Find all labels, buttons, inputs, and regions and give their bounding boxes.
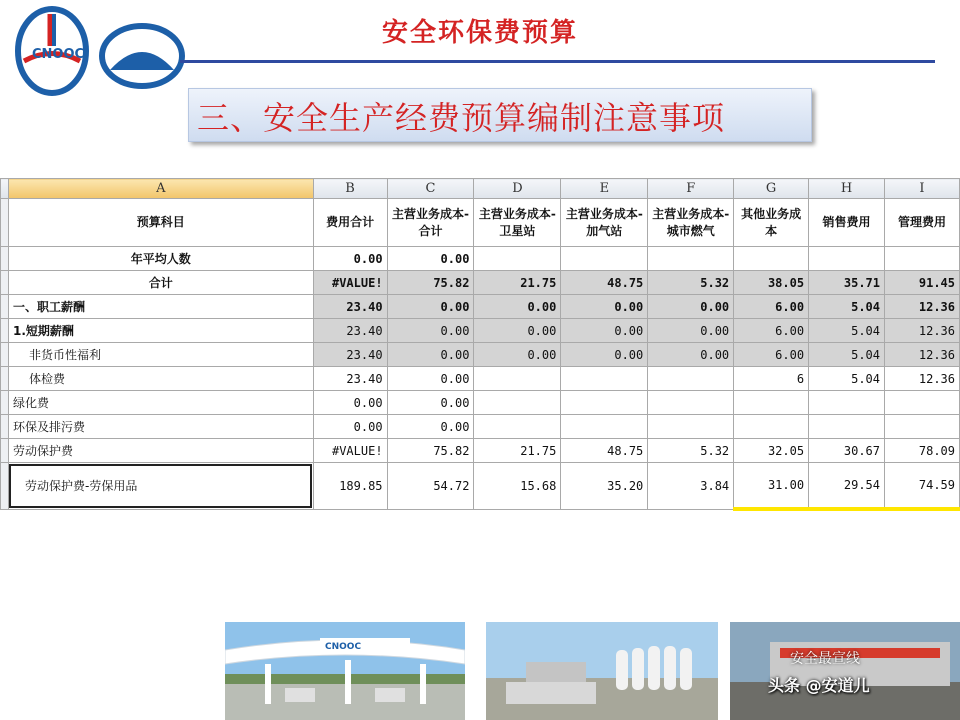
section-heading-box bbox=[188, 88, 812, 142]
row-label-cell[interactable]: 劳动保护费-劳保用品 bbox=[8, 463, 313, 510]
table-row bbox=[1, 319, 960, 343]
value-cell[interactable]: 5.04 bbox=[809, 367, 885, 391]
cnooc-logo bbox=[10, 6, 190, 96]
gas-station-photo bbox=[225, 622, 465, 720]
value-cell[interactable] bbox=[561, 391, 648, 415]
value-cell[interactable]: 0.00 bbox=[313, 247, 387, 271]
value-cell[interactable]: 35.20 bbox=[561, 463, 648, 510]
value-cell[interactable]: 0.00 bbox=[313, 415, 387, 439]
value-cell[interactable]: 0.00 bbox=[474, 319, 561, 343]
row-label-cell[interactable]: 年平均人数 bbox=[8, 247, 313, 271]
table-row bbox=[1, 439, 960, 463]
header-cell[interactable]: 销售费用 bbox=[809, 199, 885, 247]
value-cell[interactable]: 75.82 bbox=[387, 439, 474, 463]
value-cell[interactable] bbox=[474, 415, 561, 439]
select-all-corner[interactable] bbox=[1, 179, 9, 199]
value-cell[interactable]: 6.00 bbox=[734, 295, 809, 319]
row-header[interactable] bbox=[1, 439, 9, 463]
value-cell[interactable] bbox=[561, 367, 648, 391]
value-cell[interactable]: 0.00 bbox=[474, 295, 561, 319]
value-cell[interactable] bbox=[809, 415, 885, 439]
value-cell[interactable]: 21.75 bbox=[474, 271, 561, 295]
value-cell[interactable] bbox=[734, 247, 809, 271]
value-cell[interactable]: 0.00 bbox=[561, 343, 648, 367]
value-cell[interactable]: 0.00 bbox=[474, 343, 561, 367]
row-header[interactable] bbox=[1, 367, 9, 391]
facility-photo bbox=[730, 622, 960, 720]
budget-spreadsheet bbox=[0, 178, 960, 511]
value-cell[interactable] bbox=[885, 247, 960, 271]
value-cell[interactable]: 0.00 bbox=[648, 295, 734, 319]
value-cell[interactable]: 0.00 bbox=[648, 319, 734, 343]
value-cell[interactable]: 78.09 bbox=[885, 439, 960, 463]
value-cell[interactable]: 0.00 bbox=[313, 391, 387, 415]
column-header-row bbox=[1, 179, 960, 199]
value-cell[interactable]: #VALUE! bbox=[313, 439, 387, 463]
row-header[interactable] bbox=[1, 271, 9, 295]
value-cell[interactable]: 30.67 bbox=[809, 439, 885, 463]
value-cell[interactable]: 5.32 bbox=[648, 439, 734, 463]
header-cell[interactable]: 主营业务成本-卫星站 bbox=[474, 199, 561, 247]
table-row bbox=[1, 415, 960, 439]
value-cell[interactable]: 189.85 bbox=[313, 463, 387, 510]
value-cell[interactable]: 12.36 bbox=[885, 343, 960, 367]
value-cell[interactable]: 21.75 bbox=[474, 439, 561, 463]
row-label-cell[interactable]: 环保及排污费 bbox=[8, 415, 313, 439]
table-header-row bbox=[1, 199, 960, 247]
value-cell[interactable]: 5.04 bbox=[809, 295, 885, 319]
value-cell[interactable]: 6.00 bbox=[734, 319, 809, 343]
row-label-cell[interactable]: 绿化费 bbox=[8, 391, 313, 415]
value-cell[interactable] bbox=[734, 391, 809, 415]
value-cell[interactable]: 0.00 bbox=[387, 415, 474, 439]
column-header-i[interactable]: I bbox=[885, 179, 960, 199]
value-cell[interactable]: 3.84 bbox=[648, 463, 734, 510]
row-header[interactable] bbox=[1, 463, 9, 510]
header-cell[interactable]: 费用合计 bbox=[313, 199, 387, 247]
value-cell[interactable]: 12.36 bbox=[885, 367, 960, 391]
row-header[interactable] bbox=[1, 319, 9, 343]
column-header-g[interactable]: G bbox=[734, 179, 809, 199]
column-header-h[interactable]: H bbox=[809, 179, 885, 199]
row-header[interactable] bbox=[1, 247, 9, 271]
value-cell[interactable] bbox=[648, 415, 734, 439]
value-cell[interactable] bbox=[561, 415, 648, 439]
row-label-cell[interactable]: 一、职工薪酬 bbox=[8, 295, 313, 319]
table-row bbox=[1, 271, 960, 295]
row-header[interactable] bbox=[1, 415, 9, 439]
row-header[interactable] bbox=[1, 295, 9, 319]
column-header-f[interactable]: F bbox=[648, 179, 734, 199]
value-cell[interactable]: 5.32 bbox=[648, 271, 734, 295]
value-cell[interactable] bbox=[809, 247, 885, 271]
value-cell[interactable]: 48.75 bbox=[561, 271, 648, 295]
value-cell[interactable]: 75.82 bbox=[387, 271, 474, 295]
value-cell[interactable]: 6.00 bbox=[734, 343, 809, 367]
section-heading: 三、安全生产经费预算编制注意事项 bbox=[197, 99, 726, 137]
watermark: 头条 @安道儿 bbox=[768, 676, 870, 695]
row-label-cell[interactable]: 体检费 bbox=[8, 367, 313, 391]
value-cell[interactable]: 6 bbox=[734, 367, 809, 391]
value-cell[interactable]: 5.04 bbox=[809, 343, 885, 367]
value-cell[interactable]: 32.05 bbox=[734, 439, 809, 463]
value-cell[interactable] bbox=[885, 391, 960, 415]
header-cell[interactable]: 主营业务成本-合计 bbox=[387, 199, 474, 247]
header-cell[interactable]: 管理费用 bbox=[885, 199, 960, 247]
value-cell[interactable]: 23.40 bbox=[313, 343, 387, 367]
value-cell[interactable] bbox=[474, 391, 561, 415]
value-cell[interactable]: 0.00 bbox=[387, 391, 474, 415]
header-cell[interactable]: 主营业务成本-加气站 bbox=[561, 199, 648, 247]
value-cell[interactable]: 48.75 bbox=[561, 439, 648, 463]
value-cell[interactable]: 31.00 bbox=[734, 463, 809, 510]
column-header-c[interactable]: C bbox=[387, 179, 474, 199]
value-cell[interactable] bbox=[648, 367, 734, 391]
value-cell[interactable]: 0.00 bbox=[387, 343, 474, 367]
value-cell[interactable]: 0.00 bbox=[387, 295, 474, 319]
value-cell[interactable] bbox=[648, 391, 734, 415]
table-row bbox=[1, 295, 960, 319]
value-cell[interactable] bbox=[561, 247, 648, 271]
header-cell[interactable]: 主营业务成本-城市燃气 bbox=[648, 199, 734, 247]
value-cell[interactable]: 12.36 bbox=[885, 319, 960, 343]
value-cell[interactable]: 0.00 bbox=[648, 343, 734, 367]
value-cell[interactable]: 23.40 bbox=[313, 295, 387, 319]
column-header-a[interactable]: A bbox=[8, 179, 313, 199]
value-cell[interactable]: 12.36 bbox=[885, 295, 960, 319]
value-cell[interactable] bbox=[885, 415, 960, 439]
row-header[interactable] bbox=[1, 391, 9, 415]
column-header-b[interactable]: B bbox=[313, 179, 387, 199]
table-row bbox=[1, 367, 960, 391]
row-label-cell[interactable]: 非货币性福利 bbox=[8, 343, 313, 367]
lng-terminal-photo bbox=[486, 622, 718, 720]
table-row bbox=[1, 391, 960, 415]
table-row bbox=[1, 463, 960, 510]
value-cell[interactable]: 29.54 bbox=[809, 463, 885, 510]
column-header-d[interactable]: D bbox=[474, 179, 561, 199]
table-row bbox=[1, 247, 960, 271]
value-cell[interactable] bbox=[474, 247, 561, 271]
row-header[interactable] bbox=[1, 343, 9, 367]
value-cell[interactable] bbox=[474, 367, 561, 391]
value-cell[interactable]: 15.68 bbox=[474, 463, 561, 510]
value-cell[interactable]: #VALUE! bbox=[313, 271, 387, 295]
row-label-cell[interactable]: 1.短期薪酬 bbox=[8, 319, 313, 343]
watermark-secondary: 安全最宣线 bbox=[790, 651, 860, 667]
value-cell[interactable]: 0.00 bbox=[387, 319, 474, 343]
title-divider bbox=[180, 60, 935, 63]
value-cell[interactable]: 0.00 bbox=[387, 367, 474, 391]
value-cell[interactable] bbox=[809, 391, 885, 415]
value-cell[interactable]: 23.40 bbox=[313, 367, 387, 391]
value-cell[interactable]: 0.00 bbox=[387, 247, 474, 271]
value-cell[interactable] bbox=[734, 415, 809, 439]
row-label-cell[interactable]: 劳动保护费 bbox=[8, 439, 313, 463]
value-cell[interactable]: 0.00 bbox=[561, 295, 648, 319]
value-cell[interactable]: 0.00 bbox=[561, 319, 648, 343]
value-cell[interactable]: 54.72 bbox=[387, 463, 474, 510]
value-cell[interactable]: 23.40 bbox=[313, 319, 387, 343]
value-cell[interactable] bbox=[648, 247, 734, 271]
value-cell[interactable]: 74.59 bbox=[885, 463, 960, 510]
header-cell[interactable]: 其他业务成本 bbox=[734, 199, 809, 247]
value-cell[interactable]: 5.04 bbox=[809, 319, 885, 343]
row-label-cell[interactable]: 合计 bbox=[8, 271, 313, 295]
svg-text:CNOOC: CNOOC bbox=[325, 642, 362, 652]
page-title: 安全环保费预算 bbox=[381, 18, 578, 48]
table-row bbox=[1, 343, 960, 367]
svg-text:CNOOC: CNOOC bbox=[32, 47, 85, 62]
value-cell[interactable]: 35.71 bbox=[809, 271, 885, 295]
value-cell[interactable]: 38.05 bbox=[734, 271, 809, 295]
header-cell[interactable]: 预算科目 bbox=[8, 199, 313, 247]
value-cell[interactable]: 91.45 bbox=[885, 271, 960, 295]
column-header-e[interactable]: E bbox=[561, 179, 648, 199]
